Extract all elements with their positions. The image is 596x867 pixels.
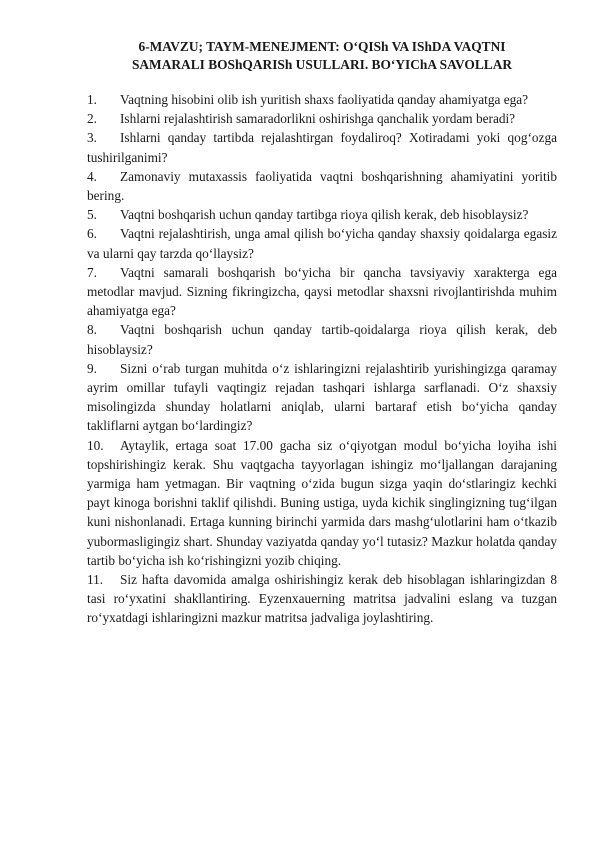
question-text: Siz hafta davomida amalga oshirishingiz kerak deb hisoblagan ishlaringizdan 8 tasi ro‘yxatini shakllantiring. Eyzenxauerning matritsa jadvalini eslang va tuzgan ro‘yxatdagi ishlaringizni mazkur matritsa jadvaliga joylashtiring. [87, 572, 557, 626]
question-number: 11. [87, 572, 104, 588]
question-item [87, 205, 557, 224]
question-number: 3. [87, 130, 97, 146]
question-item [87, 128, 557, 166]
question-number: 9. [87, 360, 97, 376]
question-item [87, 570, 557, 628]
question-number: 7. [87, 264, 97, 280]
question-item [87, 224, 557, 262]
question-number: 8. [87, 322, 97, 338]
question-item [87, 320, 557, 358]
question-number: 5. [87, 207, 97, 223]
question-text: Vaqtni rejalashtirish, unga amal qilish bo‘yicha qanday shaxsiy qoidalarga egasiz va ularni qay tarzda qo‘llaysiz? [87, 226, 557, 261]
question-text: Vaqtni boshqarish uchun qanday tartibga rioya qilish kerak, deb hisoblaysiz? [120, 207, 529, 223]
question-text: Vaqtni samarali boshqarish bo‘yicha bir qancha tavsiyaviy xarakterga ega metodlar mavjud. Sizning fikringizcha, qaysi metodlar shaxsni rivojlantirishda muhim ahamiyatga ega? [87, 264, 557, 319]
question-text: Ishlarni rejalashtirish samaradorlikni oshirishga qanchalik yordam beradi? [120, 111, 516, 127]
question-item [87, 263, 557, 321]
question-item [87, 436, 557, 570]
document-page [87, 38, 557, 628]
question-number: 6. [87, 226, 97, 242]
question-item [87, 359, 557, 436]
question-number: 1. [87, 92, 97, 107]
question-text: Ishlarni qanday tartibda rejalashtirgan foydaliroq? Xotiradami yoki qog‘ozga tushirilganimi? [87, 130, 557, 165]
question-text: Aytaylik, ertaga soat 17.00 gacha siz o‘qiyotgan modul bo‘yicha loyiha ishi topshirishingiz kerak. Shu vaqtgacha tayyorlagan ishingiz mo‘ljallangan darajaning yarmiga ham yetmagan. Bir vaqtning o‘zida bugun sizga yaqin do‘stlaringiz kechki payt kinoga borishni taklif qilishdi. Buning ustiga, uyda kichik singlingizning tug‘ilgan kuni nishonlanadi. Ertaga kunning birinchi yarmida dars mashg‘ulotlarini ham o‘tkazib yubormasligingiz shart. Shunday vaziyatda qanday yo‘l tutasiz? Mazkur holatda qanday tartib bo‘yicha ish ko‘rishingizni yozib chiqing. [87, 437, 557, 568]
question-number: 2. [87, 111, 97, 127]
title-line-1: 6-MAVZU; TAYM-MENEJMENT: O‘QISh VA IShDA VAQTNI [138, 39, 506, 54]
page-title [87, 38, 557, 74]
question-text: Vaqtning hisobini olib ish yuritish shaxs faoliyatida qanday ahamiyatga ega? [120, 92, 529, 107]
question-item [87, 90, 557, 109]
question-item [87, 167, 557, 205]
question-number: 4. [87, 168, 97, 184]
question-text: Zamonaviy mutaxassis faoliyatida vaqtni boshqarishning ahamiyatini yoritib bering. [87, 168, 557, 204]
question-list [87, 90, 557, 628]
title-line-2: SAMARALI BOShQARISh USULLARI. BO‘YIChA SAVOLLAR [131, 57, 513, 72]
question-text: Sizni o‘rab turgan muhitda o‘z ishlaringizni rejalashtirib yurishingizga qaramay ayrim omillar tufayli vaqtingiz rejadan tashqari ishlarga sarflanadi. O‘z shaxsiy misolingizda shunday holatlarni aniqlab, ularni bartaraf etish bo‘yicha qanday takliflarni aytgan bo‘lardingiz? [87, 360, 557, 434]
question-item [87, 109, 557, 128]
question-number: 10. [87, 437, 104, 453]
question-text: Vaqtni boshqarish uchun qanday tartib-qoidalarga rioya qilish kerak, deb hisoblaysiz? [87, 322, 557, 357]
